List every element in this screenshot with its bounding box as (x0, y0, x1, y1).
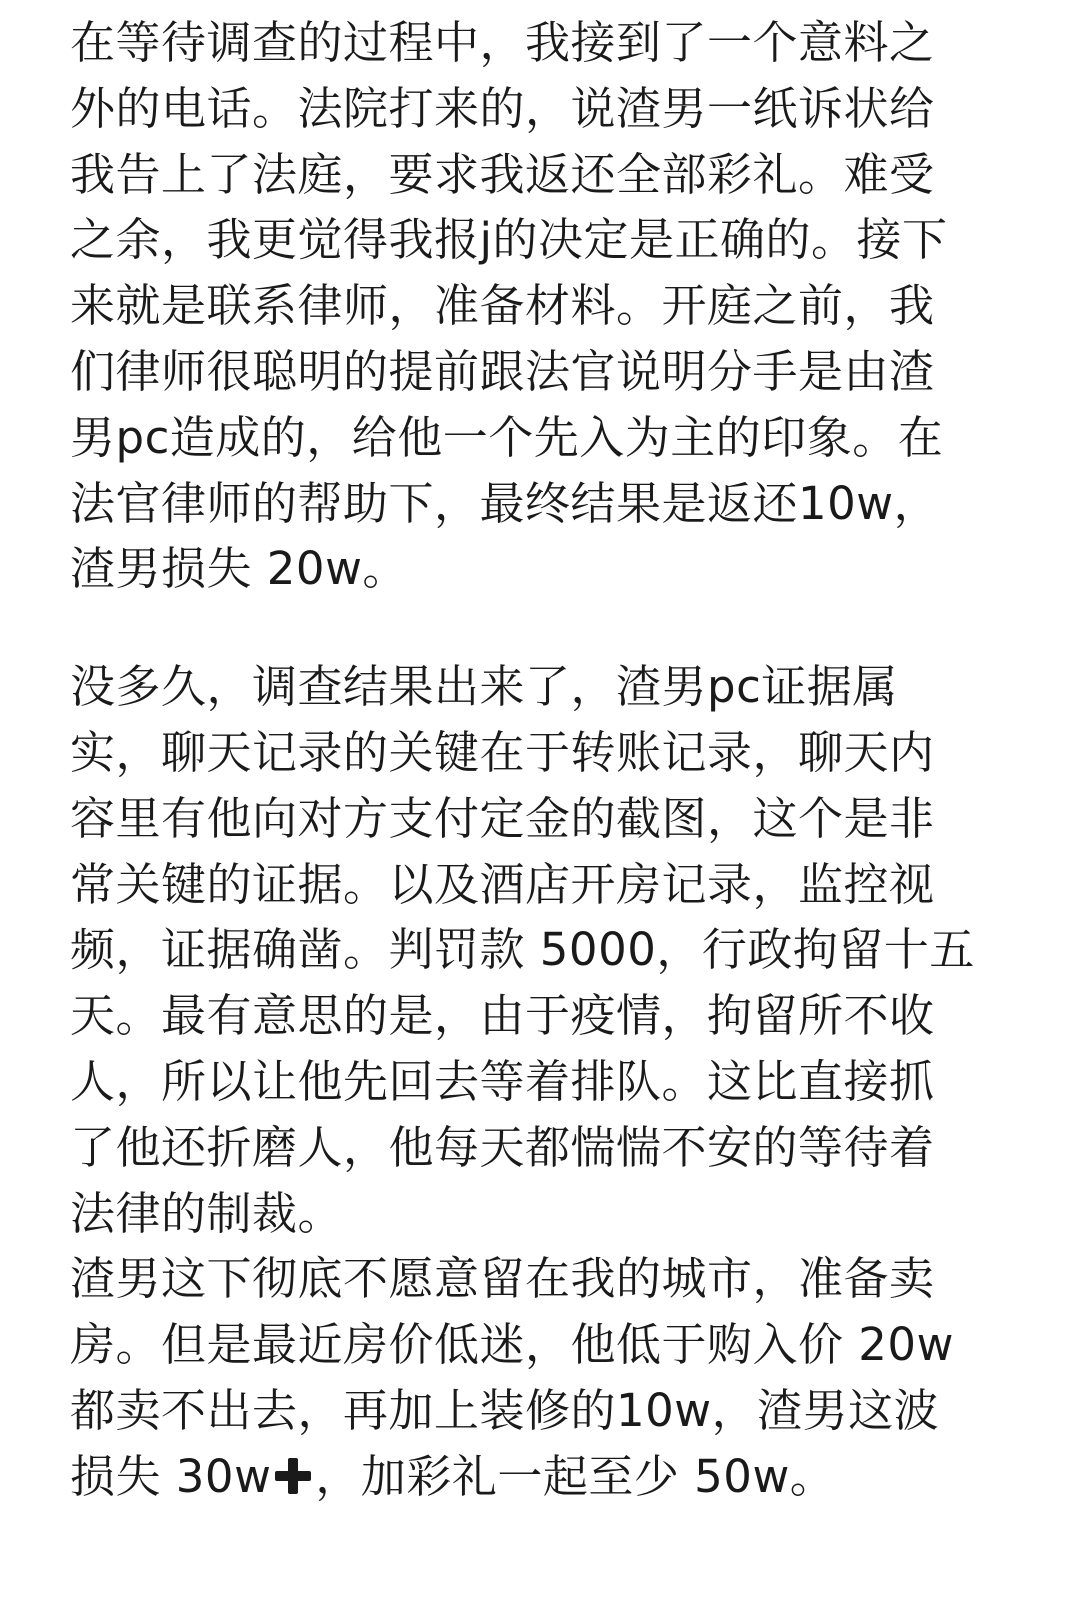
text-line: 常关键的证据。以及酒店开房记录，监控视 (70, 857, 935, 911)
text-line: 都卖不出去，再加上装修的10w，渣男这波 (70, 1383, 940, 1437)
text-line-final (70, 1444, 990, 1510)
text-line: 实，聊天记录的关键在于转账记录，聊天内 (70, 725, 935, 779)
text-line: 之余，我更觉得我报j的决定是正确的。接下 (70, 213, 948, 267)
text-line: 容里有他向对方支付定金的截图，这个是非 (70, 791, 935, 845)
article-body (70, 10, 990, 1510)
text-line: 频，证据确凿。判罚款 5000，行政拘留十五 (70, 923, 975, 977)
text-line: 我告上了法庭，要求我返还全部彩礼。难受 (70, 147, 935, 201)
text-line: 男pc造成的，给他一个先入为主的印象。在 (70, 410, 944, 464)
plus-icon (273, 1456, 313, 1496)
text-line: 房。但是最近房价低迷，他低于购入价 20w (70, 1318, 954, 1372)
text-line: 来就是联系律师，准备材料。开庭之前，我 (70, 279, 935, 333)
text-line: 没多久，调查结果出来了，渣男pc证据属 (70, 660, 898, 714)
text-line: 渣男损失 20w。 (70, 542, 408, 596)
text-line: 天。最有意思的是，由于疫情，拘留所不收 (70, 989, 935, 1043)
text-line: 法官律师的帮助下，最终结果是返还10w， (70, 476, 940, 530)
paragraph-2 (70, 654, 990, 1509)
text-line: 法律的制裁。 (70, 1186, 344, 1240)
paragraph-spacer (70, 602, 990, 654)
text-line: 们律师很聪明的提前跟法官说明分手是由渣 (70, 344, 935, 398)
text-line: 在等待调查的过程中，我接到了一个意料之 (70, 16, 935, 69)
text-segment: 损失 30w (70, 1449, 272, 1503)
text-line: 渣男这下彻底不愿意留在我的城市，准备卖 (70, 1252, 935, 1306)
text-line: 人，所以让他先回去等着排队。这比直接抓 (70, 1054, 935, 1108)
paragraph-1 (70, 10, 990, 602)
text-line: 外的电话。法院打来的，说渣男一纸诉状给 (70, 81, 935, 135)
text-line: 了他还折磨人，他每天都惴惴不安的等待着 (70, 1120, 935, 1174)
text-segment: ，加彩礼一起至少 50w。 (315, 1449, 836, 1503)
